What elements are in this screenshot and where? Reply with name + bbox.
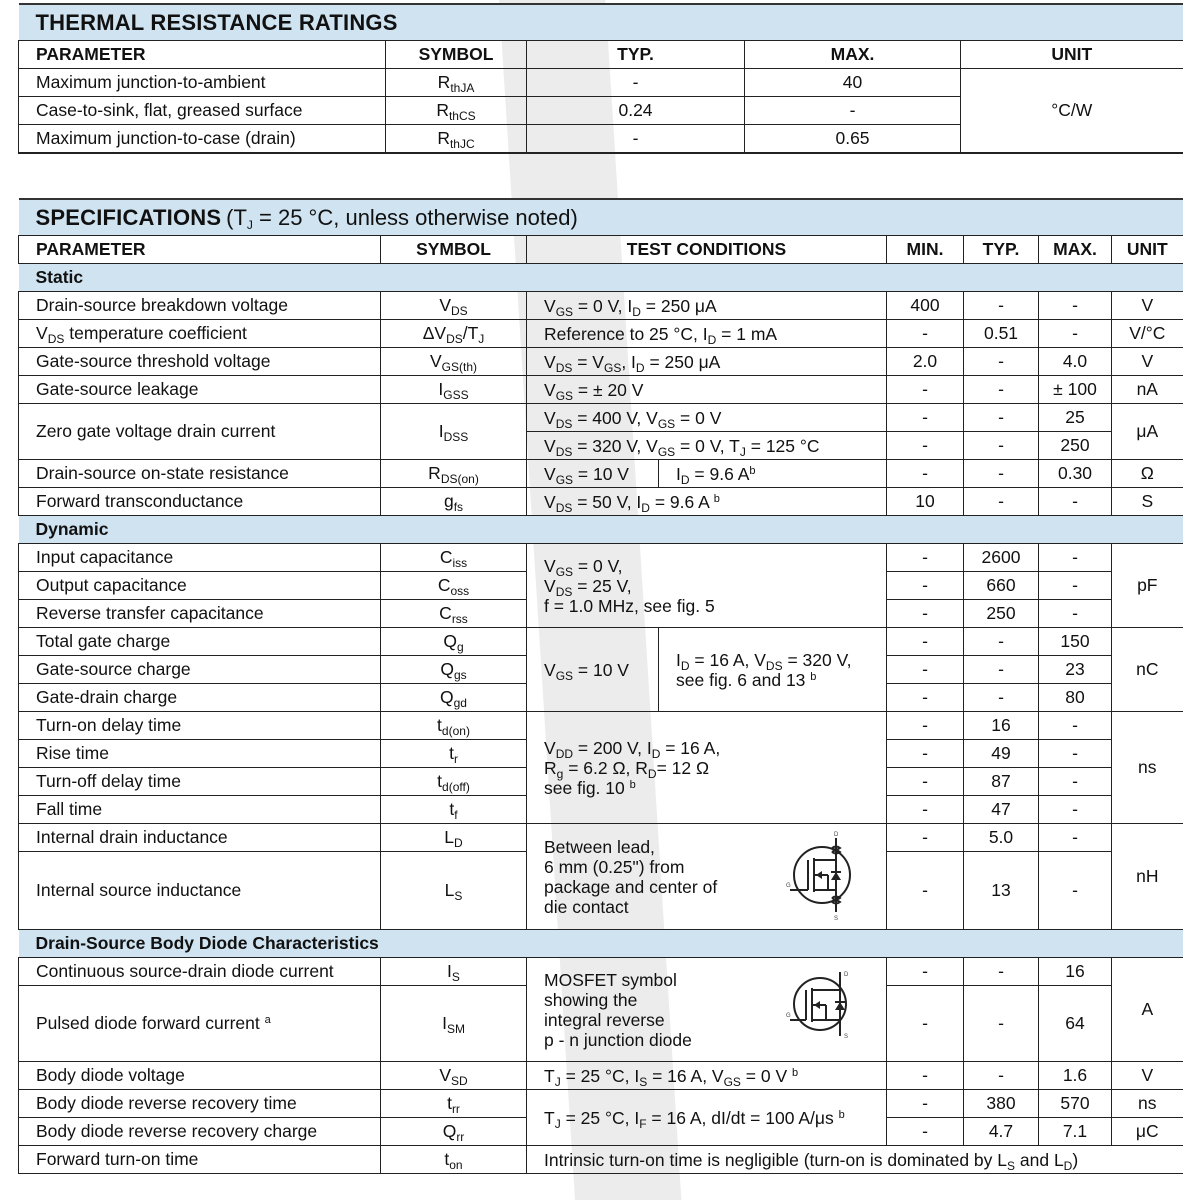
- typ-value: 660: [964, 572, 1039, 600]
- max-value: -: [1039, 600, 1112, 628]
- min-value: -: [887, 852, 964, 930]
- test-conditions: $V_{DS} = 400$ V, $V_{GS} = 0$ V: [527, 404, 887, 432]
- symbol: $R_{thJA}$: [386, 69, 527, 97]
- parameter: Rise time: [19, 740, 381, 768]
- max-value: 23: [1039, 656, 1112, 684]
- min-value: -: [887, 684, 964, 712]
- col-unit: UNIT: [1112, 236, 1183, 264]
- typ-value: -: [964, 432, 1039, 460]
- typ-value: -: [964, 656, 1039, 684]
- min-value: 2.0: [887, 348, 964, 376]
- min-value: -: [887, 740, 964, 768]
- typ-value: 16: [964, 712, 1039, 740]
- test-conditions: $V_{DS} = 320$ V, $V_{GS} = 0$ V, $T_J = 125$ °C: [527, 432, 887, 460]
- symbol: $V_{DS}$: [381, 292, 527, 320]
- symbol: $Q_g$: [381, 628, 527, 656]
- thermal-header-row: [19, 41, 1183, 69]
- typ-value: 0.51: [964, 320, 1039, 348]
- max-value: 570: [1039, 1090, 1112, 1118]
- symbol: $g_{fs}$: [381, 488, 527, 516]
- thermal-title: THERMAL RESISTANCE RATINGS: [19, 4, 1183, 41]
- max-value: 250: [1039, 432, 1112, 460]
- parameter: Body diode reverse recovery charge: [19, 1118, 381, 1146]
- parameter: Fall time: [19, 796, 381, 824]
- parameter: Turn-off delay time: [19, 768, 381, 796]
- typ-value: 5.0: [964, 824, 1039, 852]
- test-conditions: $T_J = 25$ °C, $I_S = 16$ A, $V_{GS} = 0$ V $^b$: [527, 1062, 887, 1090]
- symbol: $R_{thJC}$: [386, 125, 527, 154]
- max-value: 0.30: [1039, 460, 1112, 488]
- parameter: Reverse transfer capacitance: [19, 600, 381, 628]
- min-value: -: [887, 432, 964, 460]
- min-value: -: [887, 1118, 964, 1146]
- test-conditions: $I_D = 16$ A, $V_{DS} = 320$ V, see fig. 6 and 13 $^b$: [659, 628, 887, 712]
- test-conditions: $V_{GS} = 10$ V: [527, 460, 659, 488]
- table-row: [19, 320, 1183, 348]
- typ-value: -: [964, 986, 1039, 1062]
- section-static: Static: [19, 264, 1183, 292]
- col-typ: TYP.: [527, 41, 745, 69]
- max-value: 150: [1039, 628, 1112, 656]
- test-conditions: Between lead, 6 mm (0.25") from package and center of die contact D G S: [527, 824, 887, 930]
- unit: V: [1112, 348, 1183, 376]
- max-value: -: [1039, 768, 1112, 796]
- symbol: $\Delta V_{DS}/T_J$: [381, 320, 527, 348]
- unit: S: [1112, 488, 1183, 516]
- symbol: $C_{oss}$: [381, 572, 527, 600]
- table-row: [19, 712, 1183, 740]
- parameter: Gate-source threshold voltage: [19, 348, 381, 376]
- table-row: [19, 1062, 1183, 1090]
- test-conditions: $V_{GS} = 0$ V, $V_{DS} = 25$ V, f = 1.0 MHz, see fig. 5: [527, 544, 887, 628]
- unit: pF: [1112, 544, 1183, 628]
- section-dynamic: Dynamic: [19, 516, 1183, 544]
- table-row: [19, 404, 1183, 432]
- thermal-resistance-table: [18, 3, 1182, 154]
- parameter: Input capacitance: [19, 544, 381, 572]
- test-conditions: $V_{DS} = 50$ V, $I_D = 9.6$ A $^b$: [527, 488, 887, 516]
- max-value: -: [1039, 572, 1112, 600]
- svg-text:G: G: [786, 1013, 791, 1019]
- typ-value: -: [527, 125, 745, 154]
- mosfet-symbol-icon: [786, 830, 856, 920]
- symbol: $L_D$: [381, 824, 527, 852]
- test-conditions: Intrinsic turn-on time is negligible (turn-on is dominated by $L_S$ and $L_D$): [527, 1146, 1183, 1174]
- test-conditions: $V_{DD} = 200$ V, $I_D = 16$ A, $R_g = 6.2$ Ω, $R_D= 12$ Ω see fig. 10 $^b$: [527, 712, 887, 824]
- parameter: Forward turn-on time: [19, 1146, 381, 1174]
- section-body-diode: Drain-Source Body Diode Characteristics: [19, 930, 1183, 958]
- symbol: $I_S$: [381, 958, 527, 986]
- min-value: -: [887, 824, 964, 852]
- typ-value: -: [964, 684, 1039, 712]
- typ-value: 13: [964, 852, 1039, 930]
- col-parameter: PARAMETER: [19, 236, 381, 264]
- min-value: -: [887, 768, 964, 796]
- symbol: $I_{SM}$: [381, 986, 527, 1062]
- max-value: -: [1039, 796, 1112, 824]
- svg-text:G: G: [786, 883, 791, 889]
- max-value: -: [745, 97, 961, 125]
- typ-value: -: [964, 404, 1039, 432]
- unit: nC: [1112, 628, 1183, 712]
- typ-value: 49: [964, 740, 1039, 768]
- table-row: [19, 69, 1183, 97]
- col-max: MAX.: [1039, 236, 1112, 264]
- symbol: $R_{DS(on)}$: [381, 460, 527, 488]
- table-row: [19, 1146, 1183, 1174]
- symbol: $Q_{gs}$: [381, 656, 527, 684]
- typ-value: -: [964, 376, 1039, 404]
- unit: nA: [1112, 376, 1183, 404]
- table-row: [19, 376, 1183, 404]
- col-max: MAX.: [745, 41, 961, 69]
- parameter: Drain-source on-state resistance: [19, 460, 381, 488]
- min-value: -: [887, 796, 964, 824]
- parameter: Continuous source-drain diode current: [19, 958, 381, 986]
- max-value: -: [1039, 320, 1112, 348]
- typ-value: 380: [964, 1090, 1039, 1118]
- max-value: -: [1039, 712, 1112, 740]
- symbol: $V_{GS(th)}$: [381, 348, 527, 376]
- typ-value: 0.24: [527, 97, 745, 125]
- min-value: -: [887, 1062, 964, 1090]
- min-value: -: [887, 544, 964, 572]
- specs-header-row: [19, 236, 1183, 264]
- symbol: $Q_{rr}$: [381, 1118, 527, 1146]
- typ-value: -: [964, 488, 1039, 516]
- parameter: Maximum junction-to-ambient: [19, 69, 386, 97]
- symbol: $t_r$: [381, 740, 527, 768]
- parameter: Body diode reverse recovery time: [19, 1090, 381, 1118]
- unit: °C/W: [961, 69, 1183, 154]
- symbol: $C_{rss}$: [381, 600, 527, 628]
- max-value: 16: [1039, 958, 1112, 986]
- parameter: Forward transconductance: [19, 488, 381, 516]
- min-value: -: [887, 572, 964, 600]
- min-value: 400: [887, 292, 964, 320]
- parameter: Gate-drain charge: [19, 684, 381, 712]
- min-value: -: [887, 404, 964, 432]
- max-value: -: [1039, 740, 1112, 768]
- symbol: $I_{GSS}$: [381, 376, 527, 404]
- min-value: -: [887, 600, 964, 628]
- svg-text:D: D: [844, 972, 849, 978]
- symbol: $R_{thCS}$: [386, 97, 527, 125]
- max-value: -: [1039, 824, 1112, 852]
- typ-value: 4.7: [964, 1118, 1039, 1146]
- max-value: 80: [1039, 684, 1112, 712]
- symbol: $t_{rr}$: [381, 1090, 527, 1118]
- table-row: [19, 348, 1183, 376]
- min-value: -: [887, 376, 964, 404]
- typ-value: -: [527, 69, 745, 97]
- table-row: [19, 824, 1183, 852]
- parameter: Internal source inductance: [19, 852, 381, 930]
- typ-value: -: [964, 348, 1039, 376]
- specifications-table: [18, 198, 1182, 1174]
- unit: A: [1112, 958, 1183, 1062]
- symbol: $I_{DSS}$: [381, 404, 527, 460]
- max-value: 64: [1039, 986, 1112, 1062]
- table-row: [19, 460, 1183, 488]
- typ-value: -: [964, 292, 1039, 320]
- symbol: $L_S$: [381, 852, 527, 930]
- table-row: [19, 628, 1183, 656]
- max-value: -: [1039, 852, 1112, 930]
- parameter: Total gate charge: [19, 628, 381, 656]
- unit: nH: [1112, 824, 1183, 930]
- max-value: 1.6: [1039, 1062, 1112, 1090]
- typ-value: -: [964, 460, 1039, 488]
- unit: Ω: [1112, 460, 1183, 488]
- test-conditions: $V_{GS} = 10$ V: [527, 628, 659, 712]
- parameter: Pulsed diode forward current $^a$: [19, 986, 381, 1062]
- col-test-conditions: TEST CONDITIONS: [527, 236, 887, 264]
- col-min: MIN.: [887, 236, 964, 264]
- symbol: $Q_{gd}$: [381, 684, 527, 712]
- parameter: Drain-source breakdown voltage: [19, 292, 381, 320]
- typ-value: 250: [964, 600, 1039, 628]
- unit: μC: [1112, 1118, 1183, 1146]
- test-conditions: $V_{DS} = V_{GS}$, $I_D = 250$ μA: [527, 348, 887, 376]
- max-value: 25: [1039, 404, 1112, 432]
- table-row: [19, 958, 1183, 986]
- unit: V/°C: [1112, 320, 1183, 348]
- test-conditions: $V_{GS} = 0$ V, $I_D = 250$ μA: [527, 292, 887, 320]
- typ-value: 47: [964, 796, 1039, 824]
- symbol: $t_{d(on)}$: [381, 712, 527, 740]
- parameter: Case-to-sink, flat, greased surface: [19, 97, 386, 125]
- min-value: -: [887, 628, 964, 656]
- col-parameter: PARAMETER: [19, 41, 386, 69]
- test-conditions: Reference to 25 °C, $I_D = 1$ mA: [527, 320, 887, 348]
- typ-value: -: [964, 958, 1039, 986]
- min-value: -: [887, 986, 964, 1062]
- parameter: Maximum junction-to-case (drain): [19, 125, 386, 154]
- symbol: $t_{on}$: [381, 1146, 527, 1174]
- min-value: 10: [887, 488, 964, 516]
- parameter: Body diode voltage: [19, 1062, 381, 1090]
- typ-value: 87: [964, 768, 1039, 796]
- table-row: [19, 544, 1183, 572]
- unit: V: [1112, 1062, 1183, 1090]
- typ-value: -: [964, 1062, 1039, 1090]
- unit: ns: [1112, 1090, 1183, 1118]
- min-value: -: [887, 656, 964, 684]
- typ-value: -: [964, 628, 1039, 656]
- max-value: 4.0: [1039, 348, 1112, 376]
- unit: μA: [1112, 404, 1183, 460]
- unit: ns: [1112, 712, 1183, 824]
- parameter: $V_{DS}$ temperature coefficient: [19, 320, 381, 348]
- specifications-title: SPECIFICATIONS ($T_J = 25$ °C, unless otherwise noted): [19, 199, 1183, 236]
- test-conditions: MOSFET symbol showing the integral reverse p - n junction diode D G S: [527, 958, 887, 1062]
- symbol: $C_{iss}$: [381, 544, 527, 572]
- table-row: [19, 488, 1183, 516]
- svg-text:D: D: [834, 832, 839, 838]
- min-value: -: [887, 320, 964, 348]
- parameter: Gate-source charge: [19, 656, 381, 684]
- max-value: -: [1039, 488, 1112, 516]
- max-value: 7.1: [1039, 1118, 1112, 1146]
- mosfet-body-diode-icon: [786, 968, 856, 1040]
- max-value: -: [1039, 292, 1112, 320]
- parameter: Gate-source leakage: [19, 376, 381, 404]
- col-symbol: SYMBOL: [381, 236, 527, 264]
- max-value: ± 100: [1039, 376, 1112, 404]
- col-typ: TYP.: [964, 236, 1039, 264]
- max-value: 40: [745, 69, 961, 97]
- test-conditions: $V_{GS}$ = ± 20 V: [527, 376, 887, 404]
- test-conditions: $I_D = 9.6$ $A^b$: [659, 460, 887, 488]
- col-symbol: SYMBOL: [386, 41, 527, 69]
- max-value: -: [1039, 544, 1112, 572]
- parameter: Output capacitance: [19, 572, 381, 600]
- min-value: -: [887, 958, 964, 986]
- svg-text:S: S: [844, 1034, 849, 1040]
- min-value: -: [887, 460, 964, 488]
- table-row: [19, 1090, 1183, 1118]
- symbol: $t_f$: [381, 796, 527, 824]
- symbol: $t_{d(off)}$: [381, 768, 527, 796]
- parameter: Internal drain inductance: [19, 824, 381, 852]
- table-row: [19, 292, 1183, 320]
- symbol: $V_{SD}$: [381, 1062, 527, 1090]
- max-value: 0.65: [745, 125, 961, 154]
- min-value: -: [887, 1090, 964, 1118]
- col-unit: UNIT: [961, 41, 1183, 69]
- svg-text:S: S: [834, 916, 839, 920]
- min-value: -: [887, 712, 964, 740]
- parameter: Turn-on delay time: [19, 712, 381, 740]
- parameter: Zero gate voltage drain current: [19, 404, 381, 460]
- test-conditions: $T_J = 25$ °C, $I_F = 16$ A, dI/dt = 100 A/μs $^b$: [527, 1090, 887, 1146]
- unit: V: [1112, 292, 1183, 320]
- typ-value: 2600: [964, 544, 1039, 572]
